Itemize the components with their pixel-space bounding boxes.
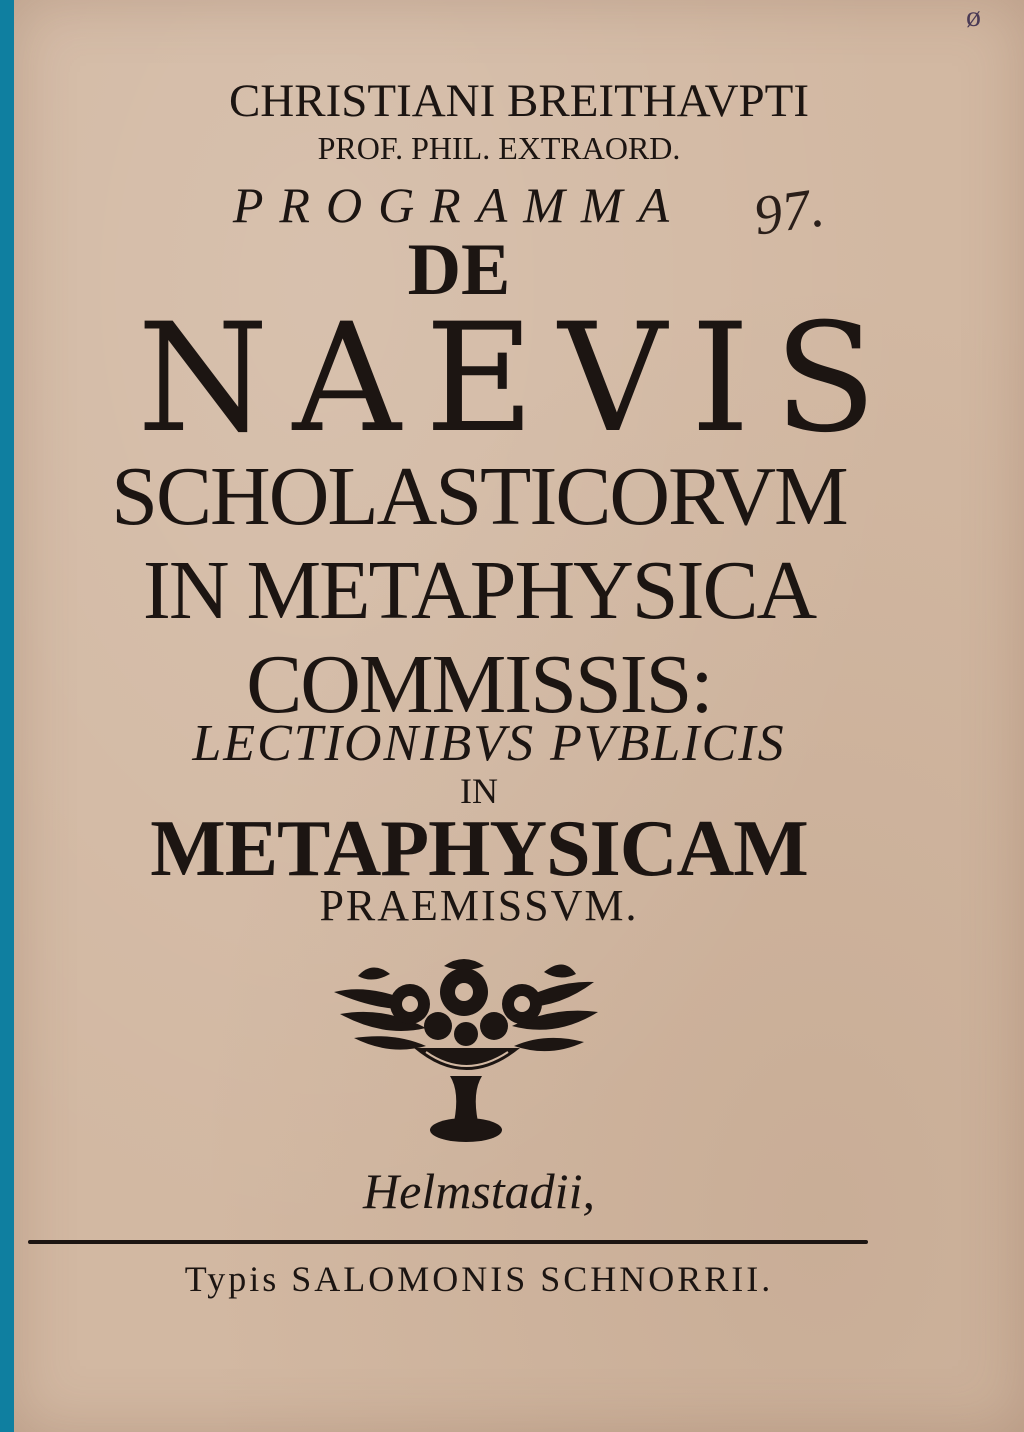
- flower-basket-ornament-icon: [314, 952, 614, 1152]
- title-line-scholasticorum: SCHOLASTICORVM: [111, 450, 847, 543]
- author-title: PROF. PHIL. EXTRAORD.: [317, 130, 681, 166]
- handwritten-shelf-number: 97.: [750, 176, 828, 248]
- title-page: [14, 0, 1024, 1432]
- place-of-printing: Helmstadii,: [363, 1163, 595, 1219]
- in-line: IN: [460, 771, 498, 811]
- praemissum-line: PRAEMISSVM.: [319, 881, 639, 930]
- lectionibus-line: LECTIONIBVS PVBLICIS: [192, 715, 786, 772]
- title-naevis: NAEVIS: [137, 292, 901, 466]
- corner-ink-mark: ø: [966, 0, 981, 33]
- title-line-commissis: COMMISSIS:: [246, 638, 712, 731]
- title-line-in-metaphysica: IN METAPHYSICA: [142, 544, 816, 637]
- author-name: CHRISTIANI BREITHAVPTI: [228, 75, 810, 127]
- imprint-rule: [28, 1240, 868, 1244]
- genre-line: PROGRAMMA: [232, 177, 686, 233]
- printer-line: Typis SALOMONIS SCHNORRII.: [184, 1259, 774, 1299]
- title-de: DE: [407, 229, 511, 311]
- metaphysicam-line: METAPHYSICAM: [150, 805, 808, 893]
